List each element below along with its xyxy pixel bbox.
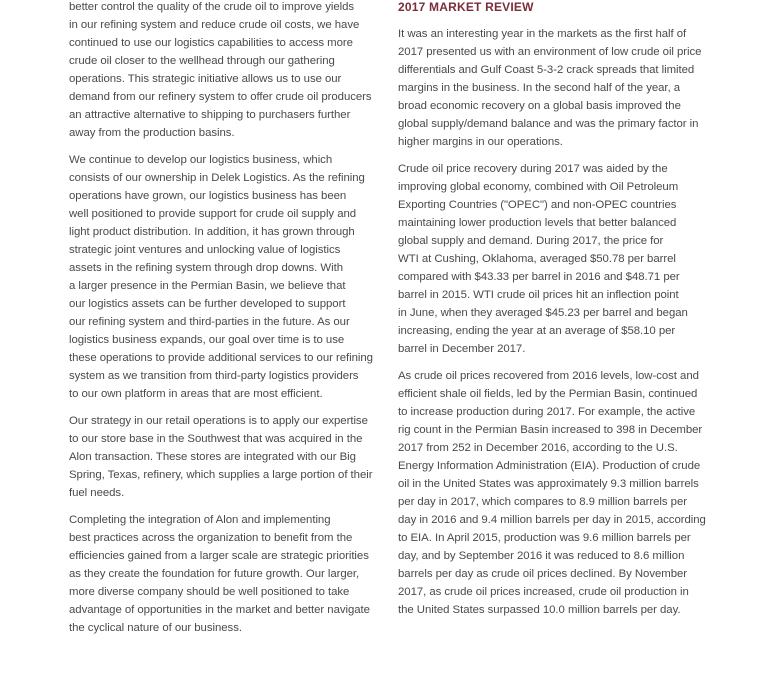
text-line: as they create the foundation for future growth. Our larger,	[69, 568, 360, 580]
text-line: oil in the United States was approximately 9.3 million barrels	[398, 478, 699, 490]
section-heading: 2017 MARKET REVIEW	[398, 0, 534, 14]
text-line: the United States surpassed 10.0 million barrels per day.	[398, 604, 681, 616]
text-line: higher margins in our operations.	[398, 136, 563, 148]
text-line: well positioned to provide support for crude oil supply and	[69, 208, 357, 220]
text-line: crude oil closer to the wellhead through our gathering	[69, 55, 335, 67]
text-line: to our store base in the Southwest that was acquired in the	[69, 433, 363, 445]
text-line: Crude oil price recovery during 2017 was aided by the	[398, 163, 668, 175]
text-line: to our own platform in areas that are most efficient.	[69, 388, 323, 400]
text-line: per day in 2017, which compares to 8.9 million barrels per	[398, 496, 687, 508]
text-line: an attractive alternative to shipping to purchasers further	[69, 109, 351, 121]
paragraph-retail-strategy	[69, 412, 385, 502]
text-line: operations. This strategic initiative allows us to use our	[69, 73, 342, 85]
text-line: a larger presence in the Permian Basin, we believe that	[69, 280, 346, 292]
text-line: maintaining lower production levels that better balanced	[398, 217, 677, 229]
text-line: broad economic recovery on a global basis improved the	[398, 100, 681, 112]
text-line: 2017, as crude oil prices increased, crude oil production in	[398, 586, 689, 598]
text-line: improving global economy, combined with Oil Petroleum	[398, 181, 679, 193]
paragraph-refining-strategy	[69, 0, 385, 142]
text-line: 2017 presented us with an environment of low crude oil price	[398, 46, 702, 58]
text-line: our refining system and third-parties in the future. As our	[69, 316, 350, 328]
text-line: to increase production during 2017. For example, the active	[398, 406, 696, 418]
left-column	[69, 0, 385, 646]
paragraph-market-overview	[398, 25, 714, 151]
text-line: compared with $43.33 per barrel in 2016 and $48.71 per	[398, 271, 680, 283]
text-line: day, and by September 2016 it was reduced to 8.6 million	[398, 550, 685, 562]
text-line: barrel in December 2017.	[398, 343, 526, 355]
text-line: Energy Information Administration (EIA). Production of crude	[398, 460, 701, 472]
text-line: day in 2016 and 9.4 million barrels per day in 2015, according	[398, 514, 706, 526]
text-line: strategic joint ventures and unlocking value of logistics	[69, 244, 341, 256]
paragraph-shale-production	[398, 367, 714, 619]
text-line: It was an interesting year in the markets as the first half of	[398, 28, 687, 40]
text-line: margins in the business. In the second half of the year, a	[398, 82, 681, 94]
text-line: in our refining system and reduce crude oil costs, we have	[69, 19, 360, 31]
text-line: Alon transaction. These stores are integrated with our Big	[69, 451, 356, 463]
text-line: fuel needs.	[69, 487, 125, 499]
text-line: Our strategy in our retail operations is to apply our expertise	[69, 415, 368, 427]
text-line: efficiencies gained from a larger scale are strategic priorities	[69, 550, 369, 562]
text-line: these operations to provide additional services to our refining	[69, 352, 373, 364]
text-line: the cyclical nature of our business.	[69, 622, 242, 634]
text-line: best practices across the organization to benefit from the	[69, 532, 353, 544]
text-line: assets in the refining system through drop downs. With	[69, 262, 343, 274]
text-line: away from the production basins.	[69, 127, 235, 139]
text-line: WTI at Cushing, Oklahoma, averaged $50.78 per barrel	[398, 253, 676, 265]
text-line: 2017 from 252 in December 2016, according to the U.S.	[398, 442, 678, 454]
paragraph-logistics-business	[69, 151, 385, 403]
right-column	[398, 0, 714, 628]
text-line: We continue to develop our logistics business, which	[69, 154, 333, 166]
text-line: differentials and Gulf Coast 5-3-2 crack spreads that limited	[398, 64, 695, 76]
text-line: demand from our refinery system to offer crude oil producers	[69, 91, 372, 103]
text-line: more diverse company should be well positioned to take	[69, 586, 350, 598]
text-line: increasing, ending the year at an average of $58.10 per	[398, 325, 676, 337]
text-line: our logistics assets can be further developed to support	[69, 298, 346, 310]
text-line: continued to use our logistics capabilities to access more	[69, 37, 353, 49]
text-line: global supply/demand balance and was the primary factor in	[398, 118, 699, 130]
text-line: consists of our ownership in Delek Logistics. As the refining	[69, 172, 365, 184]
text-line: efficient shale oil fields, led by the Permian Basin, continued	[398, 388, 698, 400]
text-line: Spring, Texas, refinery, which supplies a large portion of their	[69, 469, 373, 481]
text-line: system as we transition from third-party logistics providers	[69, 370, 359, 382]
text-line: operations have grown, our logistics business has been	[69, 190, 347, 202]
text-line: rig count in the Permian Basin increased to 398 in December	[398, 424, 703, 436]
text-line: Completing the integration of Alon and implementing	[69, 514, 331, 526]
text-line: advantage of opportunities in the market and better navigate	[69, 604, 370, 616]
text-line: global supply and demand. During 2017, the price for	[398, 235, 664, 247]
text-line: Exporting Countries ("OPEC") and non-OPEC countries	[398, 199, 677, 211]
text-line: better control the quality of the crude oil to improve yields	[69, 1, 355, 13]
paragraph-crude-oil-prices	[398, 160, 714, 358]
text-line: light product distribution. In addition, it has grown through	[69, 226, 355, 238]
text-line: barrels per day as crude oil prices declined. By November	[398, 568, 688, 580]
text-line: barrel in 2015. WTI crude oil prices hit an inflection point	[398, 289, 679, 301]
text-line: to EIA. In April 2015, production was 9.6 million barrels per	[398, 532, 691, 544]
text-line: in June, when they averaged $45.23 per barrel and began	[398, 307, 688, 319]
text-line: As crude oil prices recovered from 2016 levels, low-cost and	[398, 370, 699, 382]
paragraph-alon-integration	[69, 511, 385, 637]
text-line: logistics business expands, our goal over time is to use	[69, 334, 345, 346]
